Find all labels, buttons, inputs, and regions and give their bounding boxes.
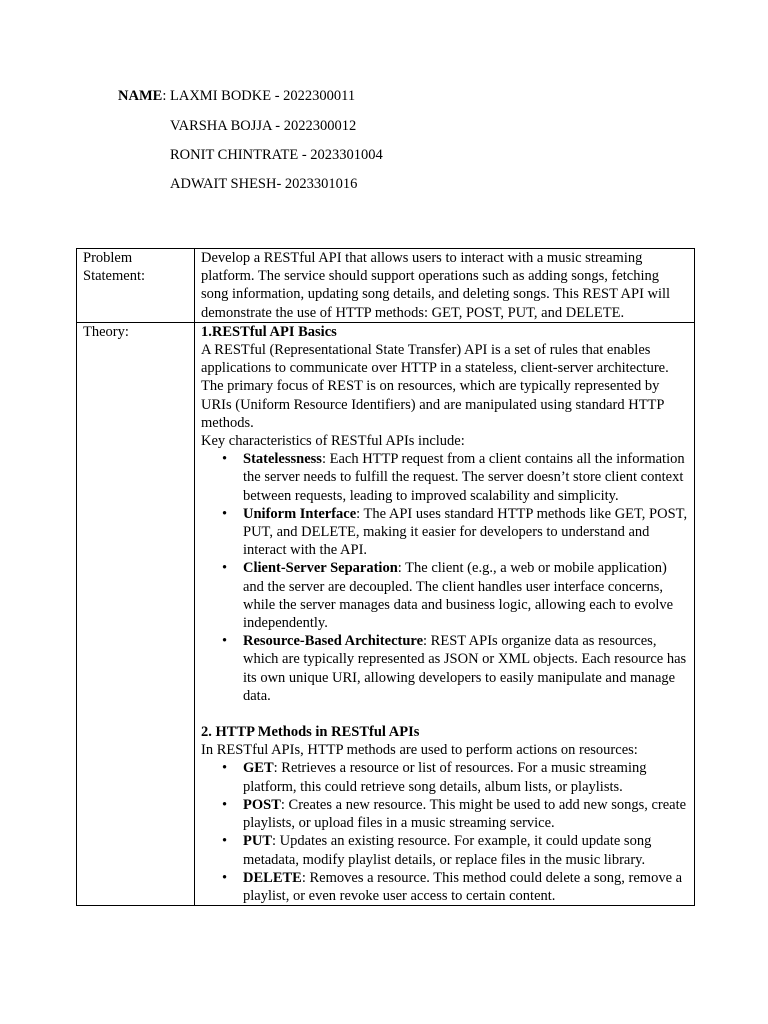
list-item-text: : Updates an existing resource. For example, it could update song metadata, modify playlist details, or replace files in the music library. bbox=[243, 833, 652, 868]
list-item-text: : Each HTTP request from a client contains all the information the server needs to fulfill the request. The server doesn’t store client context between requests, leading to improved scalability and simplicity. bbox=[243, 451, 685, 504]
list-item-text: : Retrieves a resource or list of resources. For a music streaming platform, this could retrieve song details, album lists, or playlists. bbox=[243, 760, 647, 795]
section2-lead: In RESTful APIs, HTTP methods are used to perform actions on resources: bbox=[201, 742, 638, 759]
bullet-icon: • bbox=[222, 451, 228, 468]
list-item bbox=[222, 832, 688, 868]
list-item-term: Client-Server Separation bbox=[243, 560, 398, 577]
list-item-term: PUT bbox=[243, 833, 272, 850]
problem-statement-row bbox=[77, 249, 695, 323]
problem-label-line1: Problem bbox=[83, 250, 133, 266]
name-label: NAME: bbox=[118, 88, 167, 104]
section1-list bbox=[201, 450, 688, 705]
problem-statement-text: Develop a RESTful API that allows users to interact with a music streaming platform. The service should support operations such as adding songs, fetching song information, updating song details, and deleting songs. This REST API will demonstrate the use of HTTP methods: GET, POST, PUT, and DELETE. bbox=[195, 249, 695, 323]
list-item-term: GET bbox=[243, 760, 274, 777]
bullet-icon: • bbox=[222, 760, 228, 777]
list-item-text: : The client (e.g., a web or mobile application) and the server are decoupled. The client handles user interface concerns, while the server manages data and business logic, allowing each to evolve independently. bbox=[243, 560, 674, 632]
assignment-table bbox=[76, 248, 695, 906]
section-spacer bbox=[201, 705, 688, 723]
team-member-1: LAXMI BODKE - 2022300011 bbox=[170, 88, 356, 104]
list-item bbox=[222, 869, 688, 905]
section1-intro: A RESTful (Representational State Transfer) API is a set of rules that enables applications to communicate over HTTP in a stateless, client-server architecture. The primary focus of REST is on resources, which are typically represented by URIs (Uniform Resource Identifiers) and are manipulated using standard HTTP methods. bbox=[201, 342, 669, 431]
list-item-term: Statelessness bbox=[243, 451, 322, 468]
list-item-text: : The API uses standard HTTP methods like GET, POST, PUT, and DELETE, making it easier for developers to understand and interact with the API. bbox=[243, 505, 688, 559]
problem-statement-label bbox=[77, 249, 195, 323]
list-item bbox=[222, 505, 688, 560]
list-item-term: Uniform Interface bbox=[243, 505, 357, 522]
list-item-term: POST bbox=[243, 796, 281, 813]
team-member-2: VARSHA BOJJA - 2022300012 bbox=[170, 118, 357, 134]
list-item-text: : Creates a new resource. This might be used to add new songs, create playlists, or upload files in a music streaming service. bbox=[243, 796, 687, 832]
bullet-icon: • bbox=[222, 633, 228, 650]
theory-content bbox=[195, 322, 695, 905]
section2-list bbox=[201, 759, 688, 905]
theory-label: Theory: bbox=[77, 322, 195, 905]
list-item bbox=[222, 632, 688, 705]
team-member-4: ADWAIT SHESH- 2023301016 bbox=[170, 176, 358, 192]
bullet-icon: • bbox=[222, 560, 228, 577]
bullet-icon: • bbox=[222, 796, 228, 813]
list-item bbox=[222, 759, 688, 795]
problem-label-line2: Statement: bbox=[83, 268, 146, 285]
list-item-text: : REST APIs organize data as resources, which are typically represented as JSON or XML objects. Each resource has its own unique URI, allowing developers to easily manipulate and manage data. bbox=[243, 633, 687, 704]
section2-heading: 2. HTTP Methods in RESTful APIs bbox=[201, 724, 420, 741]
section1-heading: 1.RESTful API Basics bbox=[201, 323, 337, 340]
bullet-icon: • bbox=[222, 833, 228, 850]
list-item-term: DELETE bbox=[243, 869, 302, 886]
list-item bbox=[222, 450, 688, 505]
bullet-icon: • bbox=[222, 505, 228, 522]
team-member-3: RONIT CHINTRATE - 2023301004 bbox=[170, 147, 383, 163]
list-item-text: : Removes a resource. This method could delete a song, remove a playlist, or even revoke user access to certain content. bbox=[243, 869, 683, 904]
name-label-text: NAME bbox=[118, 88, 163, 104]
bullet-icon: • bbox=[222, 869, 228, 886]
section1-lead: Key characteristics of RESTful APIs include: bbox=[201, 433, 465, 450]
theory-row bbox=[77, 322, 695, 905]
list-item-term: Resource-Based Architecture bbox=[243, 633, 424, 650]
list-item bbox=[222, 796, 688, 832]
list-item bbox=[222, 559, 688, 632]
